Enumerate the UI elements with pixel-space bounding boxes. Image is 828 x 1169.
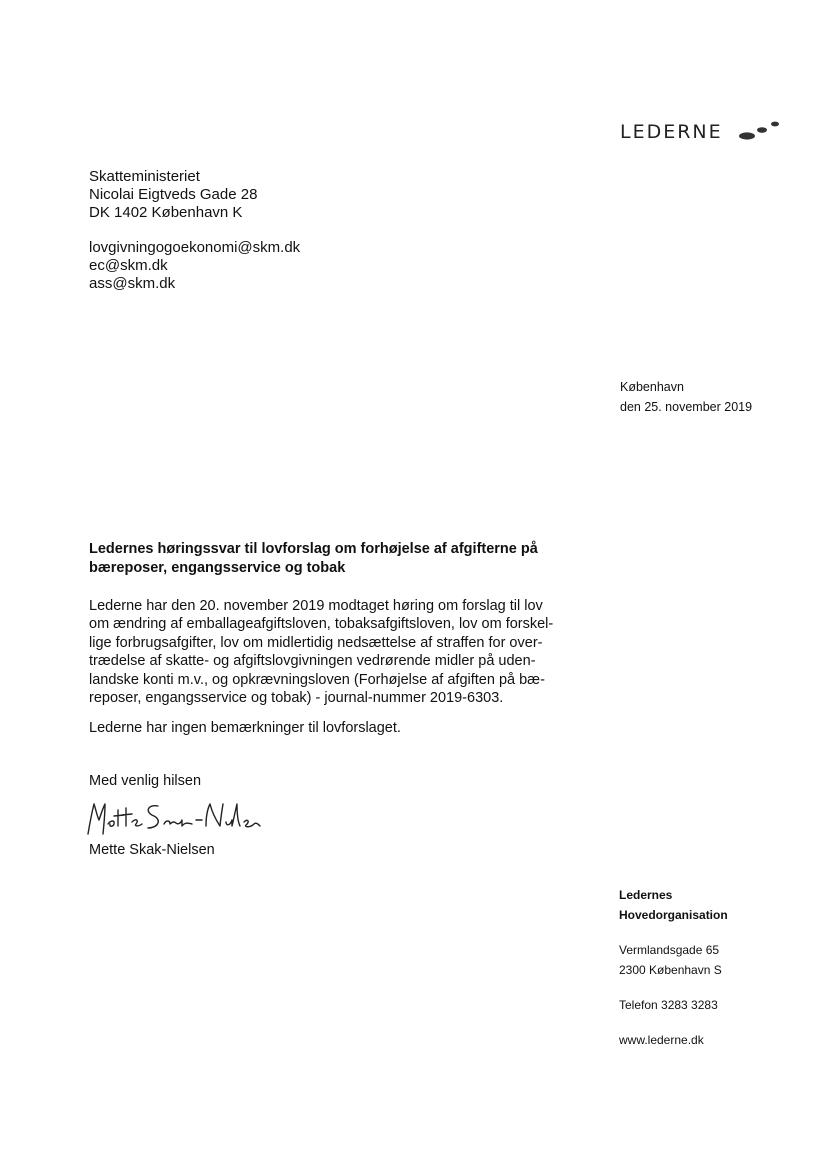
body-line: Lederne har den 20. november 2019 modtaget høring om forslag til lov <box>89 598 543 614</box>
lederne-logo <box>620 118 800 148</box>
sender-website: www.lederne.dk <box>619 1033 704 1047</box>
body-line: trædelse af skatte- og afgiftslovgivningen vedrørende midler på uden- <box>89 653 536 670</box>
sender-org-line: Ledernes <box>619 888 673 902</box>
body-line: om ændring af emballageafgiftsloven, tobaksafgiftsloven, lov om forskel- <box>89 616 554 633</box>
sender-phone: Telefon 3283 3283 <box>619 998 718 1012</box>
subject-heading <box>89 540 569 578</box>
recipient-line: Skatteministeriet <box>89 168 200 185</box>
signer-name: Mette Skak-Nielsen <box>89 842 215 858</box>
date-block <box>620 377 752 417</box>
logo-dots-icon <box>738 118 800 142</box>
body-line: reposer, engangsservice og tobak) - journal-nummer 2019-6303. <box>89 690 504 707</box>
body-paragraph <box>89 597 571 707</box>
sender-address-line: 2300 København S <box>619 963 722 977</box>
email-address: ec@skm.dk <box>89 257 168 274</box>
sender-address <box>619 940 722 980</box>
recipient-line: DK 1402 København K <box>89 204 243 221</box>
email-address: ass@skm.dk <box>89 275 176 292</box>
email-address: lovgivningogoekonomi@skm.dk <box>89 239 301 256</box>
sender-organisation <box>619 885 728 925</box>
recipient-line: Nicolai Eigtveds Gade 28 <box>89 186 258 203</box>
closing-greeting: Med venlig hilsen <box>89 773 202 789</box>
recipient-address <box>89 168 257 222</box>
body-paragraph-2: Lederne har ingen bemærkninger til lovforslaget. <box>89 720 401 736</box>
subject-line: Ledernes høringssvar til lovforslag om forhøjelse af afgifterne på <box>89 541 538 557</box>
body-line: landske konti m.v., og opkrævningsloven (Forhøjelse af afgiften på bæ- <box>89 671 545 688</box>
logo-text: LEDERNE <box>620 121 723 143</box>
subject-line: bæreposer, engangsservice og tobak <box>89 560 346 576</box>
date-place: København <box>620 380 684 394</box>
handwritten-signature <box>82 796 262 840</box>
body-line: lige forbrugsafgifter, lov om midlertidig nedsættelse af straffen for over- <box>89 634 543 651</box>
recipient-emails <box>89 239 300 293</box>
sender-org-line: Hovedorganisation <box>619 908 728 922</box>
sender-address-line: Vermlandsgade 65 <box>619 943 720 957</box>
letter-date: den 25. november 2019 <box>620 400 753 414</box>
